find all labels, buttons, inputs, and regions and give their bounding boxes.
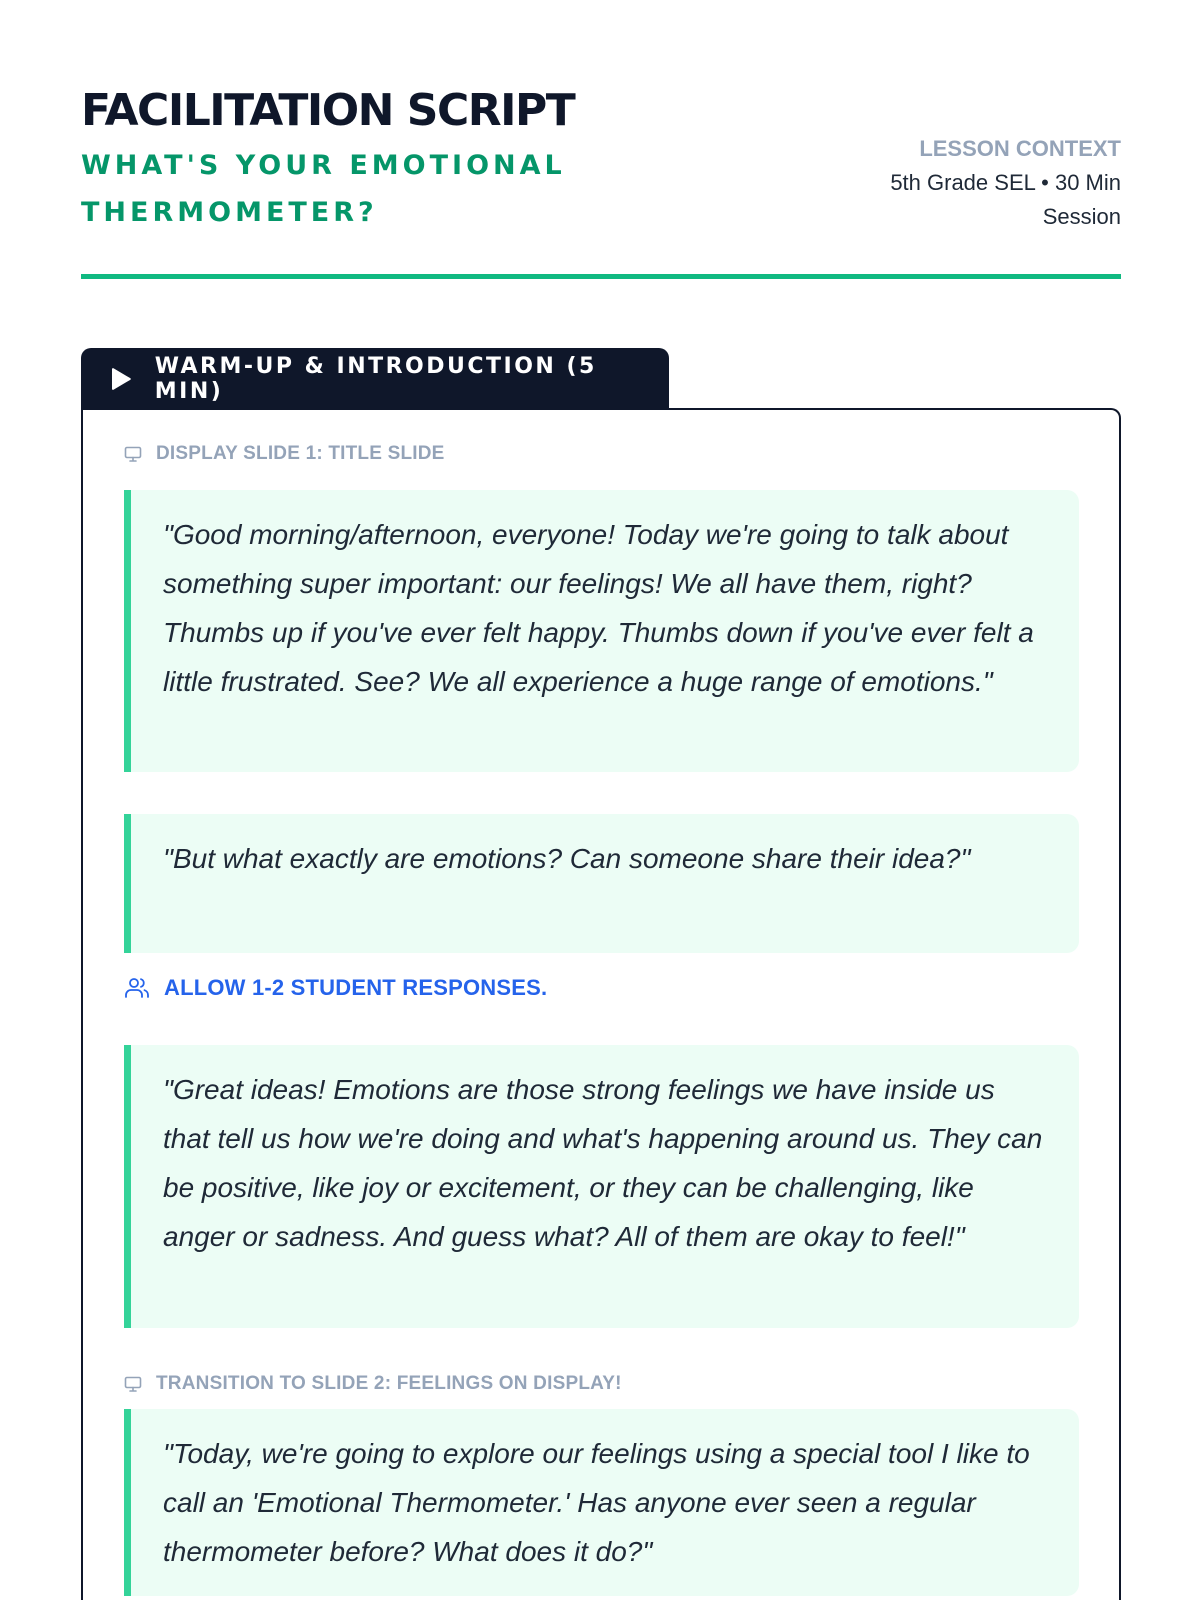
slide-cue xyxy=(124,1373,622,1395)
page-title: FACILITATION SCRIPT xyxy=(81,85,575,136)
script-quote: "Good morning/afternoon, everyone! Today we're going to talk about something super important: our feelings! We all have them, right? Thumbs up if you've ever felt happy. Thumbs down if you've ever felt a little frustrated. See? We all experience a huge range of emotions." xyxy=(124,490,1079,772)
section-header-tab xyxy=(81,348,669,410)
users-icon xyxy=(124,976,150,1000)
student-response-cue xyxy=(124,975,547,1001)
document-header xyxy=(81,86,1121,280)
lesson-context xyxy=(841,132,1121,234)
slide-cue xyxy=(124,443,445,465)
student-response-cue-text: ALLOW 1-2 STUDENT RESPONSES. xyxy=(164,975,548,1000)
slide-cue-text: TRANSITION TO SLIDE 2: FEELINGS ON DISPLAY! xyxy=(156,1373,622,1394)
slide-cue-text: DISPLAY SLIDE 1: TITLE SLIDE xyxy=(156,443,445,464)
header-divider xyxy=(81,274,1121,279)
script-quote: "But what exactly are emotions? Can someone share their idea?" xyxy=(124,814,1079,953)
script-quote: "Great ideas! Emotions are those strong feelings we have inside us that tell us how we're doing and what's happening around us. They can be positive, like joy or excitement, or they can be challenging, like anger or sadness. And guess what? All of them are okay to feel!" xyxy=(124,1045,1079,1328)
monitor-icon xyxy=(124,1375,142,1393)
play-icon xyxy=(111,368,131,390)
script-quote: "Today, we're going to explore our feelings using a special tool I like to call an 'Emotional Thermometer.' Has anyone ever seen a regular thermometer before? What does it do?" xyxy=(124,1409,1079,1596)
section-title: WARM-UP & INTRODUCTION (5 MIN) xyxy=(154,354,597,404)
lesson-context-value: 5th Grade SEL • 30 Min Session xyxy=(890,170,1121,229)
lesson-context-label: LESSON CONTEXT xyxy=(919,136,1121,161)
lesson-subtitle: WHAT'S YOUR EMOTIONAL THERMOMETER? xyxy=(81,150,566,228)
monitor-icon xyxy=(124,445,142,463)
